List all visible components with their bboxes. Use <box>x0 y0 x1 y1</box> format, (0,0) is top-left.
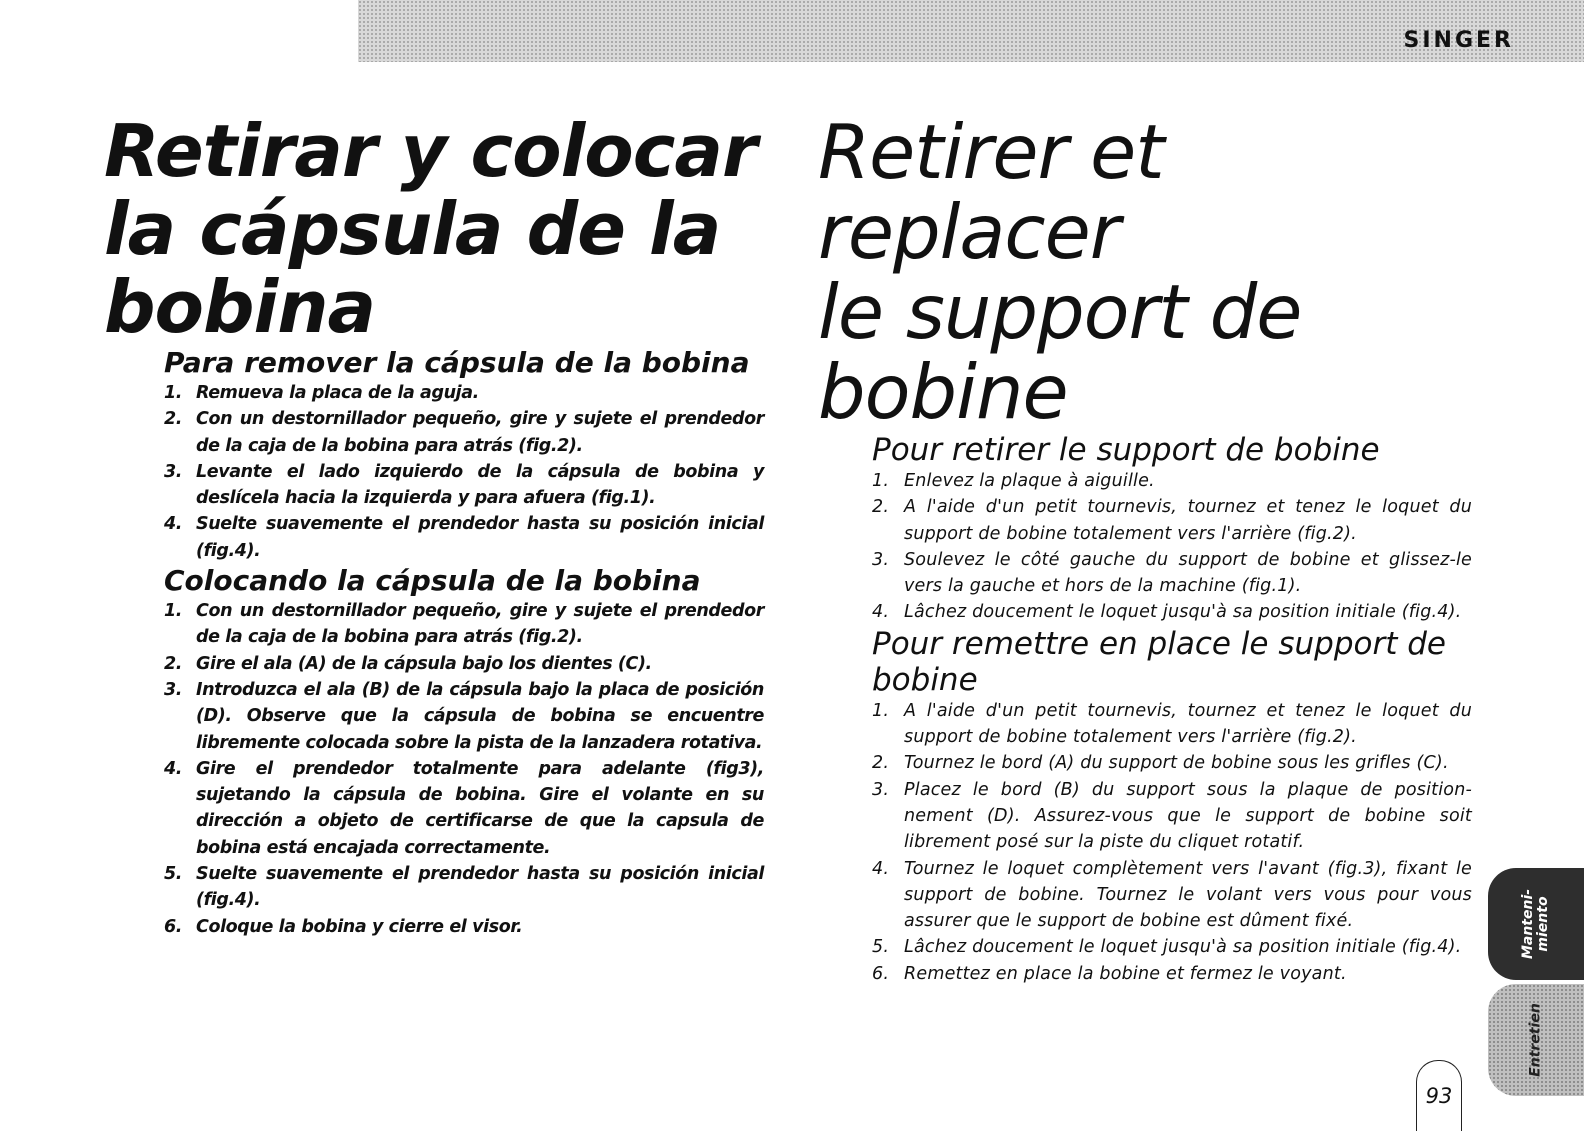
title-line: bobine <box>818 348 1068 436</box>
page-title-fr <box>818 108 1478 436</box>
section-heading-place-es: Colocando la cápsula de la bobina <box>164 564 701 598</box>
section-heading-remove-es: Para remover la cápsula de la bobina <box>164 346 750 379</box>
french-column <box>818 108 1478 987</box>
step-item: 3. Placez le bord (B) du support sous la plaque de position-nement (D). Assurez-vous que le support de bobine soit librement posé sur la piste du cliquet rotatif. <box>872 779 1472 853</box>
step-item: 3. Soulevez le côté gauche du support de bobine et glissez-le vers la gauche et hors de la machine (fig.1). <box>872 549 1472 597</box>
step-item: 3. Levante el lado izquierdo de la cápsula de bobina y deslícela hacia la izquierda y para afuera (fig.1). <box>164 461 764 509</box>
title-line: Retirar y colocar <box>104 109 757 193</box>
chapter-tab-entretien <box>1488 984 1584 1096</box>
title-line: bobina <box>104 265 376 349</box>
page-number: 93 <box>1416 1060 1462 1131</box>
steps-list-remove-es <box>164 380 764 564</box>
step-item: 5. Suelte suavemente el prendedor hasta su posición inicial (fig.4). <box>164 864 764 911</box>
step-item: 4. Gire el prendedor totalmente para adelante (fig3), sujetando la cápsula de bobina. Gire el volante en su dirección a objeto de certificarse de que la capsula de bobina está encajada correctamente. <box>164 758 764 858</box>
steps-list-place-fr <box>872 698 1472 987</box>
step-item: 1. A l'aide d'un petit tournevis, tournez et tenez le loquet du support de bobine totalement vers l'arrière (fig.2). <box>872 700 1472 748</box>
title-line: le support de <box>818 268 1302 356</box>
steps-list-place-es <box>164 598 764 940</box>
spanish-column <box>104 109 764 940</box>
tab-label: Manteni- miento <box>1520 888 1551 960</box>
chapter-tab-mantenimiento <box>1488 868 1584 980</box>
steps-list-remove-fr <box>872 468 1472 626</box>
step-item: 1. Enlevez la plaque à aiguille. <box>872 471 1155 491</box>
step-item: 4. Suelte suavemente el prendedor hasta su posición inicial (fig.4). <box>164 514 764 561</box>
step-item: 1. Remueva la placa de la aguja. <box>164 383 479 403</box>
step-item: 2. Tournez le bord (A) du support de bobine sous les grifles (C). <box>872 753 1449 774</box>
step-item: 4. Lâchez doucement le loquet jusqu'à sa position initiale (fig.4). <box>872 602 1462 623</box>
page-title-es <box>104 109 764 349</box>
section-heading-remove-fr: Pour retirer le support de bobine <box>872 432 1380 468</box>
step-item: 6. Coloque la bobina y cierre el visor. <box>164 916 523 937</box>
tab-label: Entretien <box>1527 1003 1544 1077</box>
step-item: 4. Tournez le loquet complètement vers l'avant (fig.3), fixant le support de bobine. Tournez le volant vers vous pour vous assurer que le support de bobine est dûment fixé. <box>872 858 1472 932</box>
brand-logo: SINGER <box>1403 28 1514 53</box>
step-item: 3. Introduzca el ala (B) de la cápsula bajo la placa de posición (D). Observe que la cápsula de bobina se encuentre libremente colocada sobre la pista de la lanzadera rotativa. <box>164 679 764 753</box>
step-item: 6. Remettez en place la bobine et fermez le voyant. <box>872 963 1347 984</box>
header-band <box>358 0 1584 62</box>
title-line: Retirer et replacer <box>818 108 1164 276</box>
step-item: 1. Con un destornillador pequeño, gire y sujete el prendedor de la caja de la bobina para atrás (fig.2). <box>164 601 764 648</box>
step-item: 5. Lâchez doucement le loquet jusqu'à sa position initiale (fig.4). <box>872 937 1462 958</box>
step-item: 2. A l'aide d'un petit tournevis, tournez et tenez le loquet du support de bobine totalement vers l'arrière (fig.2). <box>872 497 1472 544</box>
step-item: 2. Con un destornillador pequeño, gire y sujete el prendedor de la caja de la bobina para atrás (fig.2). <box>164 409 764 456</box>
title-line: la cápsula de la <box>104 187 721 271</box>
step-item: 2. Gire el ala (A) de la cápsula bajo los dientes (C). <box>164 653 652 674</box>
section-heading-place-fr: Pour remettre en place le support de bobine <box>872 625 1446 698</box>
